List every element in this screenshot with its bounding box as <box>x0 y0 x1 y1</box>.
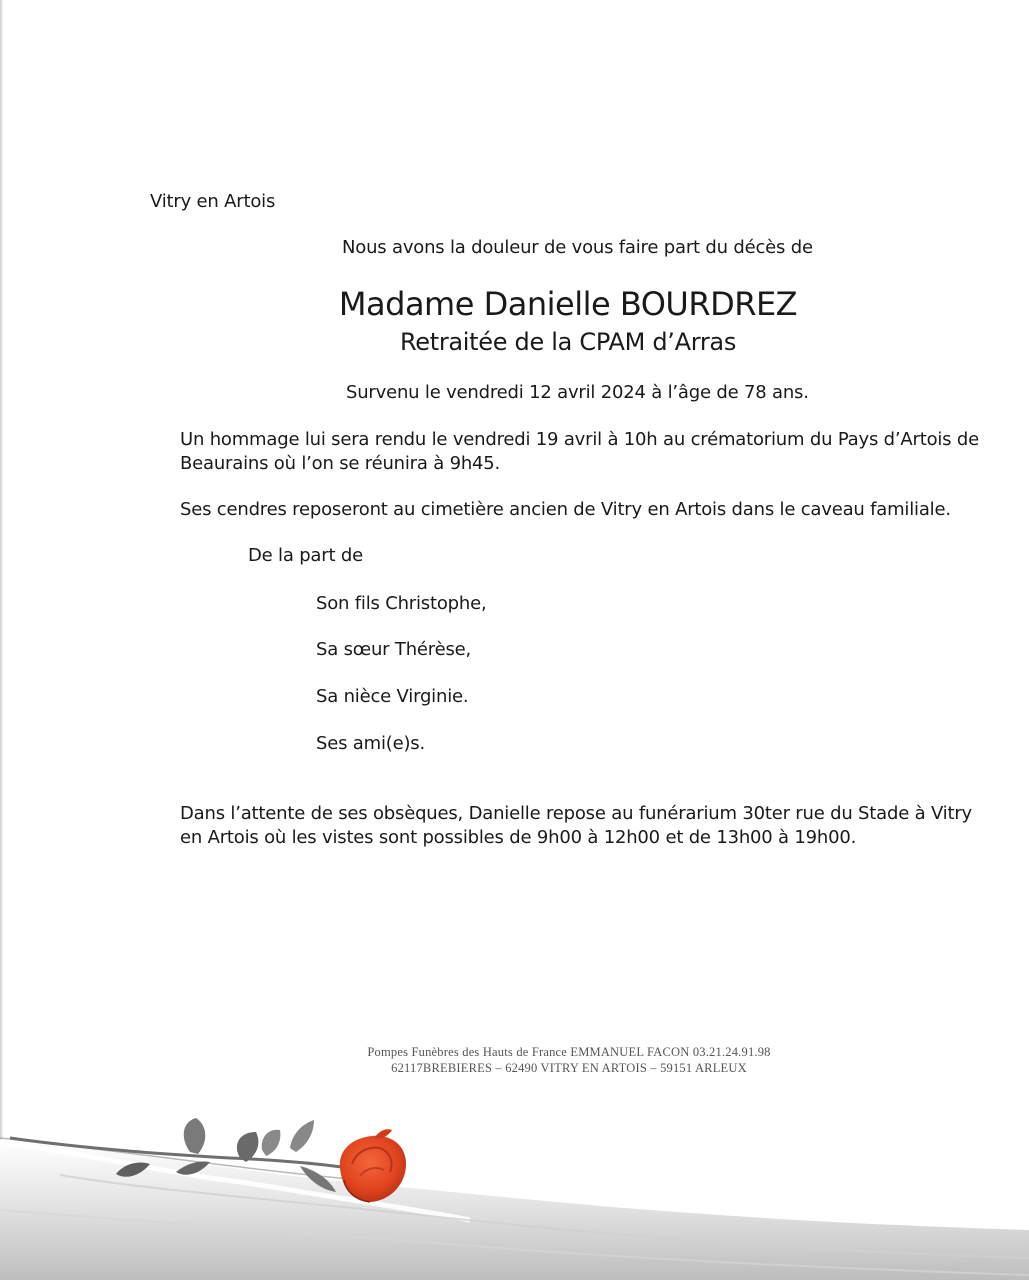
rose-leaf <box>184 1118 206 1154</box>
intro-line: Nous avons la douleur de vous faire part du décès de <box>342 237 813 258</box>
visit-line-1: Dans l’attente de ses obsèques, Danielle repose au funérarium 30ter rue du Stade à Vitry <box>180 803 972 824</box>
family-member: Sa nièce Virginie. <box>316 686 469 707</box>
family-member: Ses ami(e)s. <box>316 733 425 754</box>
deceased-name: Madame Danielle BOURDREZ <box>338 285 798 323</box>
visit-line-2: en Artois où les vistes sont possibles de 9h00 à 12h00 et de 13h00 à 19h00. <box>180 827 857 848</box>
from-label: De la part de <box>248 545 363 566</box>
rose-on-beach-icon <box>0 1080 1029 1280</box>
family-member: Son fils Christophe, <box>316 593 487 614</box>
hommage-line-2: Beaurains où l’on se réunira à 9h45. <box>180 453 501 474</box>
rose-leaf <box>262 1130 281 1156</box>
sand-shape <box>0 1140 1029 1280</box>
death-notice: Survenu le vendredi 12 avril 2024 à l’âge de 78 ans. <box>346 382 809 403</box>
family-member: Sa sœur Thérèse, <box>316 639 472 660</box>
place-heading: Vitry en Artois <box>150 191 276 212</box>
deceased-occupation: Retraitée de la CPAM d’Arras <box>399 328 737 356</box>
funeral-home-line-2: 62117BREBIERES – 62490 VITRY EN ARTOIS – 59151 ARLEUX <box>391 1061 747 1075</box>
rose-leaf <box>237 1132 259 1162</box>
funeral-home-line-1: Pompes Funèbres des Hauts de France EMMANUEL FACON 03.21.24.91.98 <box>367 1045 771 1059</box>
cendres-line: Ses cendres reposeront au cimetière ancien de Vitry en Artois dans le caveau familiale. <box>180 499 951 520</box>
rose-leaf <box>290 1120 314 1152</box>
hommage-line-1: Un hommage lui sera rendu le vendredi 19 avril à 10h au crématorium du Pays d’Artois de <box>180 429 979 450</box>
